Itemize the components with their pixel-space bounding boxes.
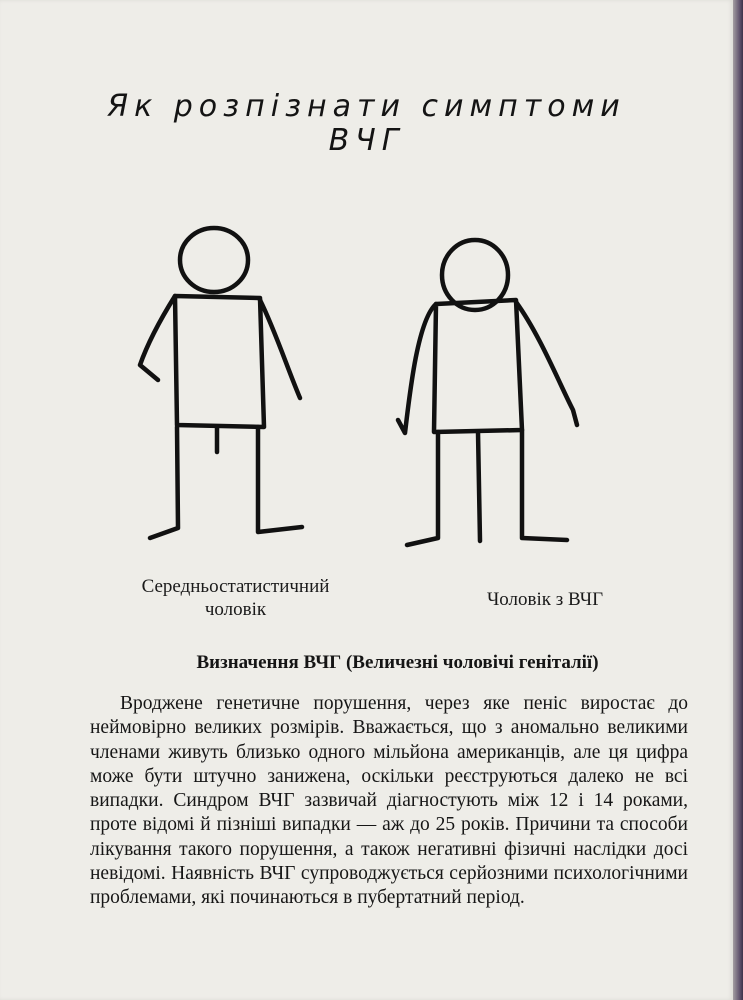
average-man-torso	[175, 296, 264, 427]
vchg-man-figure	[398, 240, 577, 545]
average-man-caption-line-2: чоловік	[204, 599, 267, 620]
vchg-man-left-leg	[407, 432, 438, 545]
vchg-man-right-leg-2	[522, 430, 567, 540]
vchg-man-caption: Чоловік з ВЧГ	[486, 589, 604, 610]
stick-figures-illustration	[120, 220, 590, 560]
average-man-right-arm	[260, 300, 300, 398]
average-man-left-arm	[140, 296, 175, 380]
average-man-figure	[140, 228, 302, 538]
page-title	[0, 90, 733, 158]
average-man-head	[180, 228, 248, 292]
average-man-right-leg	[258, 427, 302, 532]
page-title-line-1: Як розпізнати симптоми	[107, 89, 626, 124]
average-man-caption	[128, 575, 343, 621]
vchg-man-right-leg	[478, 432, 480, 541]
average-man-caption-line-1: Середньостатистичний	[141, 576, 330, 597]
vchg-man-torso	[434, 300, 522, 432]
page-title-line-2: ВЧГ	[328, 123, 405, 158]
section-heading: Визначення ВЧГ (Величезні чоловічі геніталії)	[196, 652, 599, 673]
vchg-man-left-arm	[398, 304, 436, 433]
body-paragraph: Вроджене генетичне порушення, через яке пеніс виростає до неймовірно великих розмірів. Вважається, що з аномально великими членами живуть близько одного мільйона американців, але ця цифра може бути штучно занижена, оскільки реєструються далеко не всі випадки. Синдром ВЧГ зазвичай діагностують між 12 і 14 роками, проте відомі й пізніші випадки — аж до 25 років. Причини та способи лікування такого порушення, а також негативні фізичні наслідки досі невідомі. Наявність ВЧГ супроводжується серйозними психологічними проблемами, які починаються в пубертатний період.	[90, 693, 688, 909]
vchg-man-right-arm	[516, 302, 577, 425]
page-edge	[733, 0, 743, 1000]
average-man-left-leg	[150, 427, 178, 538]
